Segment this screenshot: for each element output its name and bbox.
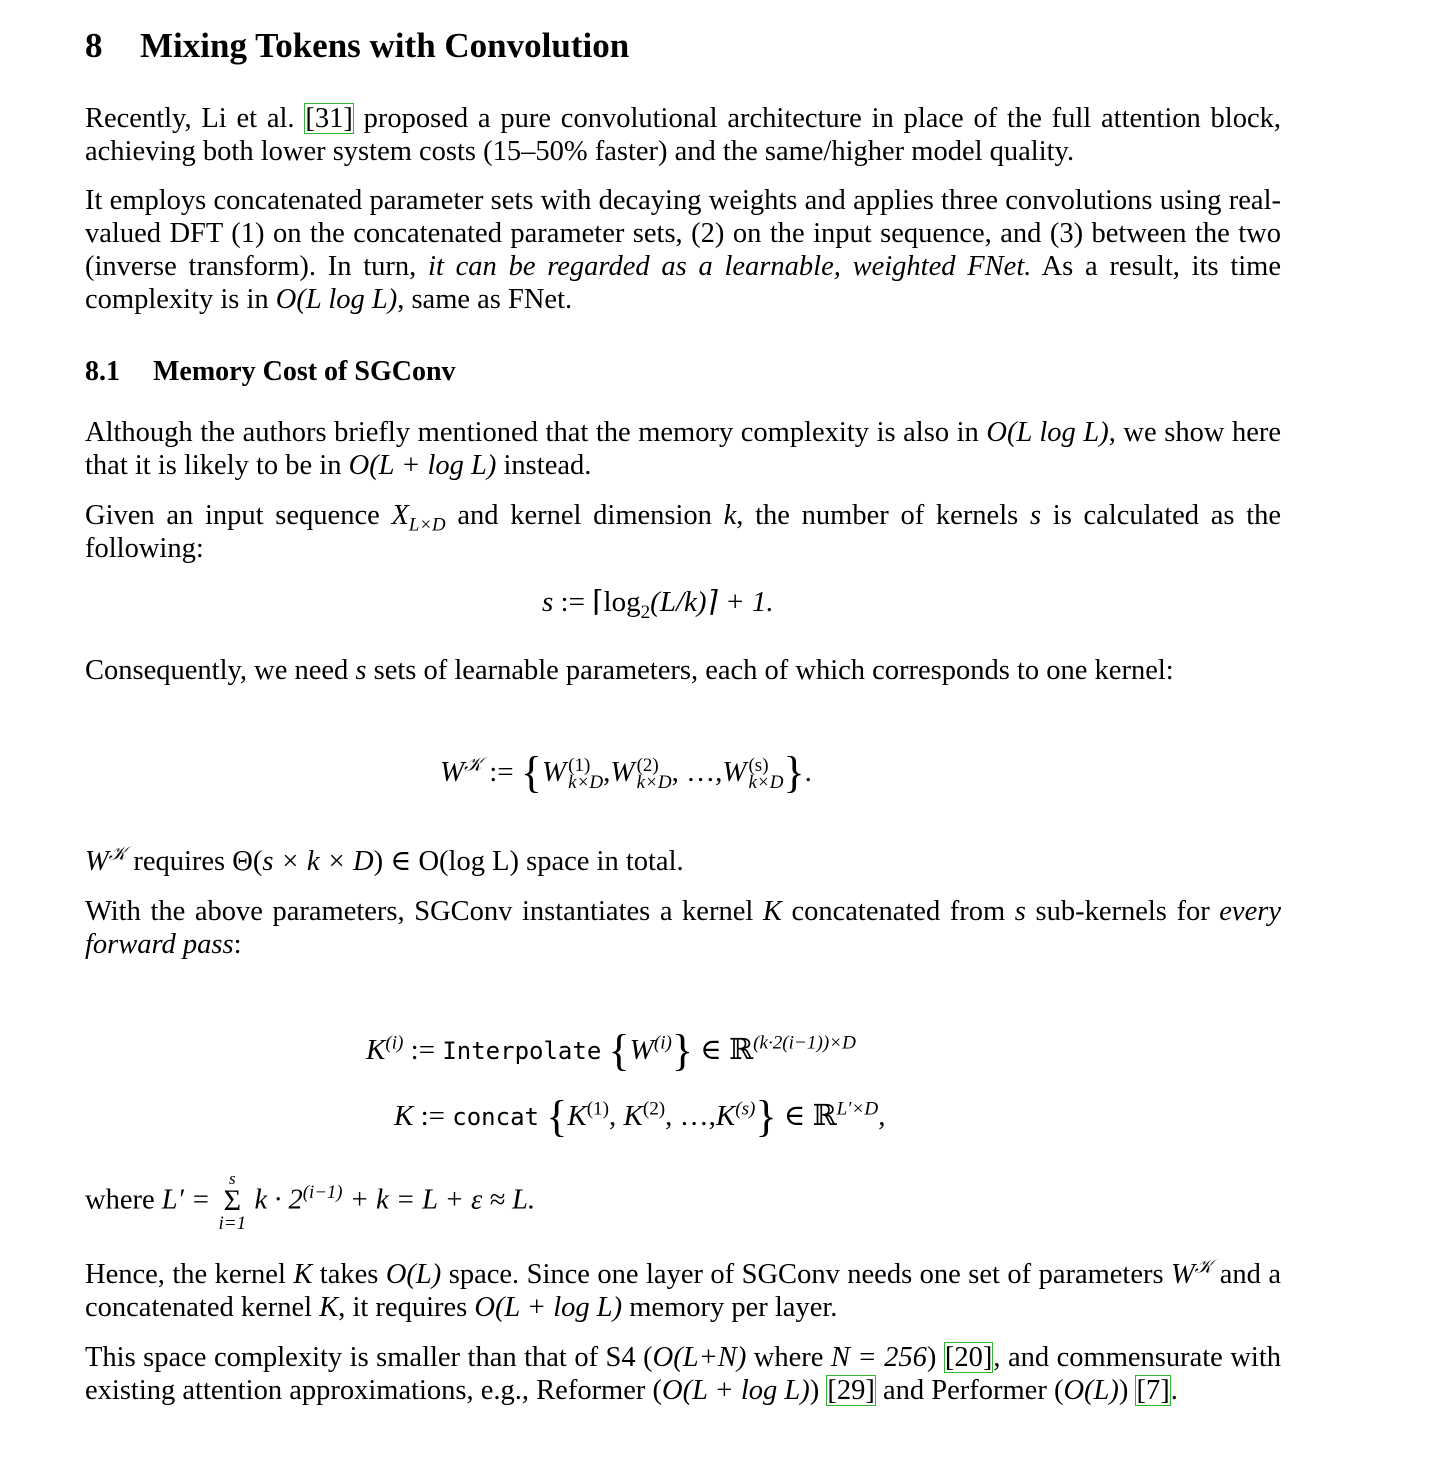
brace: }	[783, 748, 805, 797]
text: and kernel dimension	[445, 500, 724, 531]
subsection-title: Memory Cost of SGConv	[153, 356, 456, 387]
text: )	[1118, 1375, 1136, 1406]
emphasis-text: it can be regarded as a learnable, weighted FNet.	[428, 251, 1032, 282]
symbol: K	[394, 1100, 414, 1132]
superscript: (s)	[735, 1098, 756, 1120]
paragraph-space	[85, 845, 1281, 878]
text: …,	[686, 756, 723, 788]
text: .	[804, 756, 812, 788]
text: and Performer (	[875, 1375, 1064, 1406]
symbol: s	[1029, 500, 1042, 531]
text: :	[233, 929, 242, 960]
script-stack	[566, 756, 603, 792]
symbol: s	[355, 655, 367, 686]
paragraph-instantiate	[85, 895, 1281, 961]
text: sets of learnable parameters, each of which corresponds to one kernel:	[366, 655, 1174, 686]
math-inline	[391, 500, 446, 536]
symbol: K	[293, 1259, 313, 1290]
emphasis-text: every forward pass	[85, 896, 1281, 960]
symbol: W	[722, 756, 747, 788]
subscript: k×D	[568, 772, 604, 794]
superscript: (2)	[636, 755, 659, 777]
sum-lower: i=1	[218, 1213, 247, 1234]
superscript: 𝒦	[1194, 1256, 1213, 1278]
symbol: X	[391, 500, 409, 531]
symbol: K	[762, 896, 782, 927]
symbol: W	[85, 846, 109, 877]
text: Consequently, we need	[85, 655, 356, 686]
text: It employs concatenated parameter sets with decaying weights and applies three convolutions using real-valued DFT (1) on the concatenated parameter sets, (2) on the input sequence, and (3) between the two (inverse transform). In turn,	[85, 185, 1281, 282]
text: This space complexity is smaller than that of S4 (	[85, 1342, 653, 1373]
operator-name: concat	[452, 1103, 539, 1131]
math-inline: O(L log L)	[275, 284, 398, 315]
where-clause	[85, 1170, 535, 1234]
script-stack	[746, 756, 783, 792]
text: space. Since one layer of SGConv needs one set of parameters	[441, 1259, 1172, 1290]
math-inline: N = 256	[830, 1342, 927, 1373]
citation-link[interactable]: [20]	[944, 1342, 993, 1373]
math-inline: O(L log L)	[986, 417, 1109, 448]
text: )	[809, 1375, 827, 1406]
text: where	[85, 1184, 162, 1216]
paragraph-method	[85, 184, 1281, 316]
text: , the number of kernels	[736, 500, 1030, 531]
subscript: k×D	[636, 772, 672, 794]
section-title: Mixing Tokens with Convolution	[140, 26, 630, 65]
math-inline: s × k × D	[262, 846, 374, 877]
text: )	[926, 1342, 944, 1373]
math-inline: O(L + log L)	[348, 450, 497, 481]
paragraph-memory-result	[85, 1258, 1281, 1324]
text: takes	[312, 1259, 386, 1290]
citation-link[interactable]: [7]	[1136, 1375, 1170, 1406]
text: requires Θ(	[126, 846, 263, 877]
text: := ⌈log	[553, 586, 641, 618]
text: ) ∈ O(log L) space in total.	[373, 846, 684, 877]
text: sub-kernels for	[1025, 896, 1220, 927]
superscript: (k·2(i−1))×D	[753, 1032, 856, 1054]
subscript: L×D	[408, 514, 446, 536]
superscript: (2)	[642, 1098, 666, 1120]
superscript: L′×D	[836, 1098, 879, 1120]
superscript: (1)	[586, 1098, 609, 1120]
symbol: W	[440, 756, 465, 788]
symbol: k	[723, 500, 737, 531]
text: memory per layer.	[622, 1292, 838, 1323]
superscript: (i)	[653, 1032, 672, 1054]
math-inline: L′ =	[161, 1184, 218, 1216]
paragraph-comparison	[85, 1341, 1281, 1407]
equation-concat: K := concat {$K^{(1)}$, $K^{(2)}$, $\dots,K^{(s)}$} ∈ ℝ$^{L'\times D}$,	[394, 1092, 886, 1141]
subsection-number: 8.1	[85, 356, 120, 387]
paragraph-kernel-count	[85, 499, 1281, 565]
section-heading	[85, 22, 629, 70]
text: Given an input sequence	[85, 500, 392, 531]
subsection-heading	[85, 352, 456, 392]
symbol: W	[610, 756, 635, 788]
text: is calculated as the following:	[85, 500, 1282, 564]
text: (L/k)⌉ + 1.	[650, 586, 774, 618]
text: where	[746, 1342, 831, 1373]
math-inline: k · 2	[247, 1184, 303, 1216]
symbol: K	[715, 1100, 736, 1132]
symbol: K	[366, 1034, 386, 1066]
summation-symbol	[217, 1170, 247, 1234]
text: and a concatenated kernel	[85, 1259, 1281, 1323]
symbol: W	[542, 756, 567, 788]
superscript: (s)	[748, 755, 769, 777]
operator-name: Interpolate	[442, 1037, 602, 1065]
section-number: 8	[85, 26, 103, 65]
symbol: W	[629, 1034, 654, 1066]
math-inline: O(L+N)	[652, 1342, 747, 1373]
text: :=	[481, 756, 521, 788]
symbol: K	[623, 1100, 643, 1132]
text: .	[1170, 1375, 1178, 1406]
text: ∈ ℝ	[776, 1100, 837, 1132]
brace: {	[546, 1092, 568, 1141]
equation-interpolate	[366, 1026, 856, 1075]
superscript: (i−1)	[302, 1182, 343, 1204]
symbol: W	[1171, 1259, 1195, 1290]
text: :=	[403, 1034, 443, 1066]
sigma: Σ	[223, 1184, 242, 1217]
symbol: s	[1014, 896, 1026, 927]
text: , we show here that it is likely to be in	[85, 417, 1282, 481]
sum-upper: s	[229, 1169, 236, 1188]
paragraph-intro	[85, 102, 1281, 168]
math-inline: O(L + log L)	[662, 1375, 810, 1406]
equation-s	[542, 582, 774, 622]
text: , same as FNet.	[397, 284, 573, 315]
script-stack	[635, 756, 672, 792]
symbol: s	[542, 586, 554, 618]
text: :=	[413, 1100, 453, 1132]
citation-link[interactable]: [29]	[827, 1375, 875, 1406]
superscript: (i)	[385, 1032, 404, 1054]
symbol: K	[567, 1100, 587, 1132]
text: , it requires	[338, 1292, 475, 1323]
text: instead.	[496, 450, 592, 481]
text: concatenated from	[781, 896, 1015, 927]
brace: }	[671, 1026, 694, 1075]
text: ∈ ℝ	[693, 1034, 754, 1066]
math-inline: O(L)	[385, 1259, 442, 1290]
paragraph-param-sets	[85, 654, 1281, 687]
math-inline: + k = L + ε ≈ L.	[342, 1184, 536, 1216]
paragraph-memory-claim	[85, 416, 1281, 482]
text: ,	[878, 1100, 886, 1132]
subscript: 2	[640, 601, 651, 623]
symbol: K	[319, 1292, 339, 1323]
superscript: 𝒦	[108, 843, 127, 865]
text: With the above parameters, SGConv instantiates a kernel	[85, 896, 763, 927]
text: As a result, its time complexity is in	[85, 251, 1281, 315]
equation-w-set: $W^𝒦$ := {W (1) k×D ,W (2) k×D , …,W (s) k×D }.	[440, 748, 812, 797]
subscript: k×D	[748, 772, 784, 794]
math-inline: O(L)	[1063, 1375, 1119, 1406]
citation-link[interactable]: [31]	[305, 103, 353, 134]
superscript: (1)	[568, 755, 591, 777]
brace: }	[755, 1092, 777, 1141]
math-inline: O(L + log L)	[474, 1292, 623, 1323]
text: Recently, Li et al.	[85, 103, 305, 134]
superscript: 𝒦	[464, 754, 482, 776]
text: …,	[679, 1100, 716, 1132]
brace: {	[520, 748, 542, 797]
brace: {	[608, 1026, 630, 1075]
text: , and commensurate with existing attention approximations, e.g., Reformer (	[85, 1342, 1281, 1406]
text: Hence, the kernel	[85, 1259, 294, 1290]
text: Although the authors briefly mentioned that the memory complexity is also in	[85, 417, 987, 448]
text: proposed a pure convolutional architecture in place of the full attention block, achieving both lower system costs (15–50% faster) and the same/higher model quality.	[85, 103, 1281, 167]
